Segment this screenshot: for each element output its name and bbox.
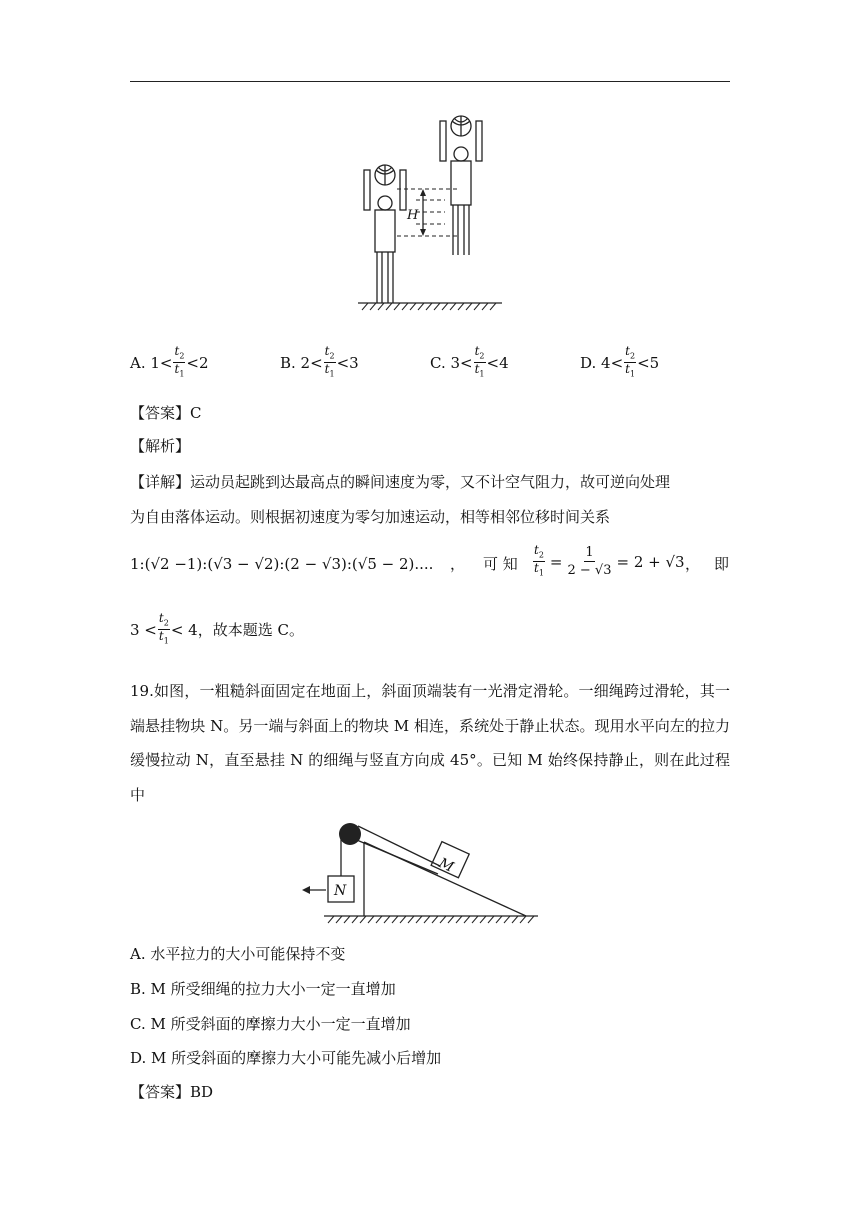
fraction-t2-t1: $\frac{t_2}{t_1}$ bbox=[474, 344, 485, 379]
q19-option-c[interactable]: C. M 所受斜面的摩擦力大小一定一直增加 bbox=[130, 1015, 411, 1033]
q19-option-a[interactable]: A. 水平拉力的大小可能保持不变 bbox=[130, 945, 346, 963]
q18-comma-2: ， bbox=[685, 555, 701, 573]
q18-option-c[interactable]: C. 3< $\frac{t_2}{t_1}$ <4 bbox=[430, 344, 509, 379]
fraction-t2-t1: $\frac{t_2}{t_1}$ bbox=[174, 344, 185, 379]
label-h: H bbox=[407, 208, 419, 223]
jumpers-figure bbox=[350, 112, 510, 312]
q18-option-a[interactable]: A. 1< $\frac{t_2}{t_1}$ <2 bbox=[130, 344, 209, 379]
fraction-t2-t1: $\frac{t_2}{t_1}$ bbox=[324, 344, 335, 379]
header-rule bbox=[130, 81, 730, 82]
q19-answer: 【答案】BD bbox=[130, 1083, 214, 1101]
q18-ratio: 1:(√2 −1):(√3 − √2):(2 − √3):(√5 − 2).... bbox=[130, 555, 434, 573]
label-m: M bbox=[436, 855, 456, 876]
q19-option-d[interactable]: D. M 所受斜面的摩擦力大小可能先减小后增加 bbox=[130, 1049, 442, 1067]
q18-ji: 即 bbox=[714, 555, 730, 573]
fraction-one-over: $\frac{1}{2 - √3}$ bbox=[567, 545, 612, 579]
q18-option-d[interactable]: D. 4< $\frac{t_2}{t_1}$ <5 bbox=[580, 344, 660, 379]
q18-conclusion: 3 < $\frac{t_2}{t_1}$ < 4 ，故本题选 C。 bbox=[130, 611, 304, 646]
q18-option-b[interactable]: B. 2< $\frac{t_2}{t_1}$ <3 bbox=[280, 344, 359, 379]
fraction-t2-t1: $\frac{t_2}{t_1}$ bbox=[534, 543, 544, 578]
label-n: N bbox=[334, 883, 347, 899]
q18-detail-line-2: 为自由落体运动。则根据初速度为零匀加速运动，相等相邻位移时间关系 bbox=[130, 508, 611, 526]
q18-answer: 【答案】C bbox=[130, 404, 202, 422]
q19-option-b[interactable]: B. M 所受细绳的拉力大小一定一直增加 bbox=[130, 980, 396, 998]
fraction-t2-t1: $\frac{t_2}{t_1}$ bbox=[625, 344, 636, 379]
q18-detail-line-1: 【详解】运动员起跳到达最高点的瞬间速度为零，又不计空气阻力，故可逆向处理 bbox=[130, 473, 671, 491]
q18-comma-1: ， bbox=[450, 555, 466, 573]
q18-kezhi: 可 知 bbox=[483, 555, 518, 573]
fraction-t2-t1: $\frac{t_2}{t_1}$ bbox=[158, 611, 169, 646]
q18-equation: $\frac{t_2}{t_1}$ = $\frac{1}{2 - √3}$ = 2 + √3 bbox=[534, 543, 685, 579]
q19-stem: 19.如图，一粗糙斜面固定在地面上，斜面顶端装有一光滑定滑轮。一细绳跨过滑轮，其一端悬挂物块 N。另一端与斜面上的物块 M 相连，系统处于静止状态。现用水平向左的拉力缓慢拉动 N，直至悬挂 N 的细绳与竖直方向成 45°。已知 M 始终保持静止，则在此过程中 bbox=[130, 682, 730, 804]
q18-analysis-heading: 【解析】 bbox=[130, 437, 191, 455]
incline-figure bbox=[298, 816, 542, 928]
